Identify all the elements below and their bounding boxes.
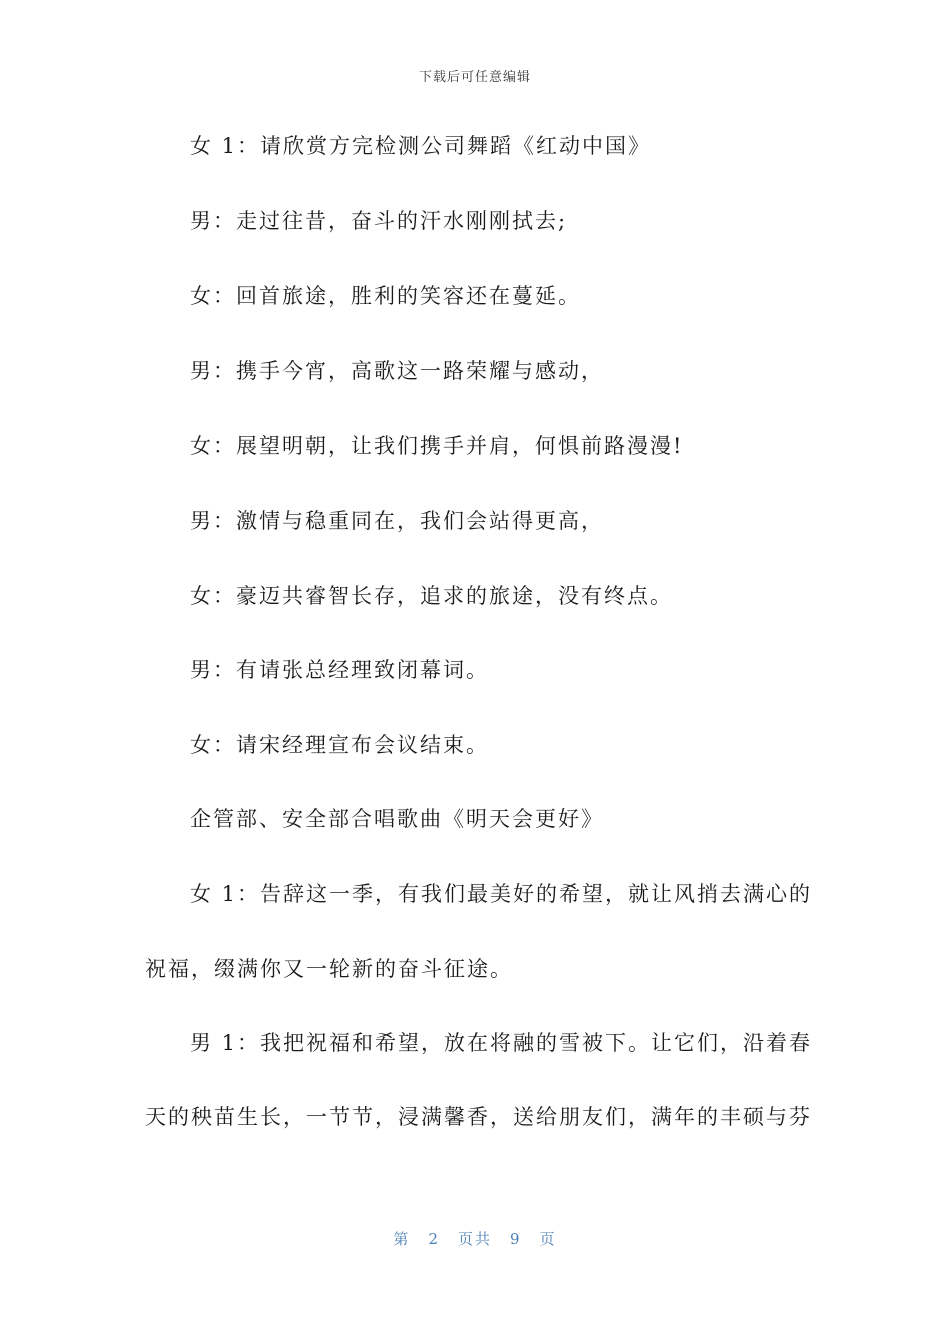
body-line: 企管部、安全部合唱歌曲《明天会更好》	[190, 807, 604, 831]
body-line: 女 1：请欣赏方完检测公司舞蹈《红动中国》	[190, 134, 652, 158]
body-line: 男：走过往昔，奋斗的汗水刚刚拭去;	[190, 209, 568, 233]
body-line: 祝福，缀满你又一轮新的奋斗征途。	[145, 957, 513, 981]
body-line: 男：携手今宵，高歌这一路荣耀与感动，	[190, 359, 604, 383]
body-line: 女：回首旅途，胜利的笑容还在蔓延。	[190, 284, 581, 308]
page-number-footer	[0, 1228, 950, 1249]
body-line: 男：激情与稳重同在，我们会站得更高，	[190, 509, 604, 533]
body-line: 女 1：告辞这一季，有我们最美好的希望，就让风捎去满心的	[190, 882, 813, 906]
page-header-note: 下载后可任意编辑	[418, 70, 531, 85]
footer-suffix: 页	[539, 1230, 557, 1248]
footer-total-pages: 9	[510, 1230, 522, 1248]
body-line: 女：展望明朝，让我们携手并肩，何惧前路漫漫!	[190, 434, 684, 458]
footer-current-page: 2	[428, 1230, 440, 1248]
body-line: 天的秧苗生长，一节节，浸满馨香，送给朋友们，满年的丰硕与芬	[145, 1105, 812, 1129]
body-line: 女：请宋经理宣布会议结束。	[190, 733, 489, 757]
body-line: 男 1：我把祝福和希望，放在将融的雪被下。让它们，沿着春	[190, 1031, 813, 1055]
footer-prefix: 第	[393, 1230, 411, 1248]
body-line: 女：豪迈共睿智长存，追求的旅途，没有终点。	[190, 584, 673, 608]
footer-middle: 页共	[457, 1230, 492, 1248]
body-line: 男：有请张总经理致闭幕词。	[190, 658, 489, 682]
